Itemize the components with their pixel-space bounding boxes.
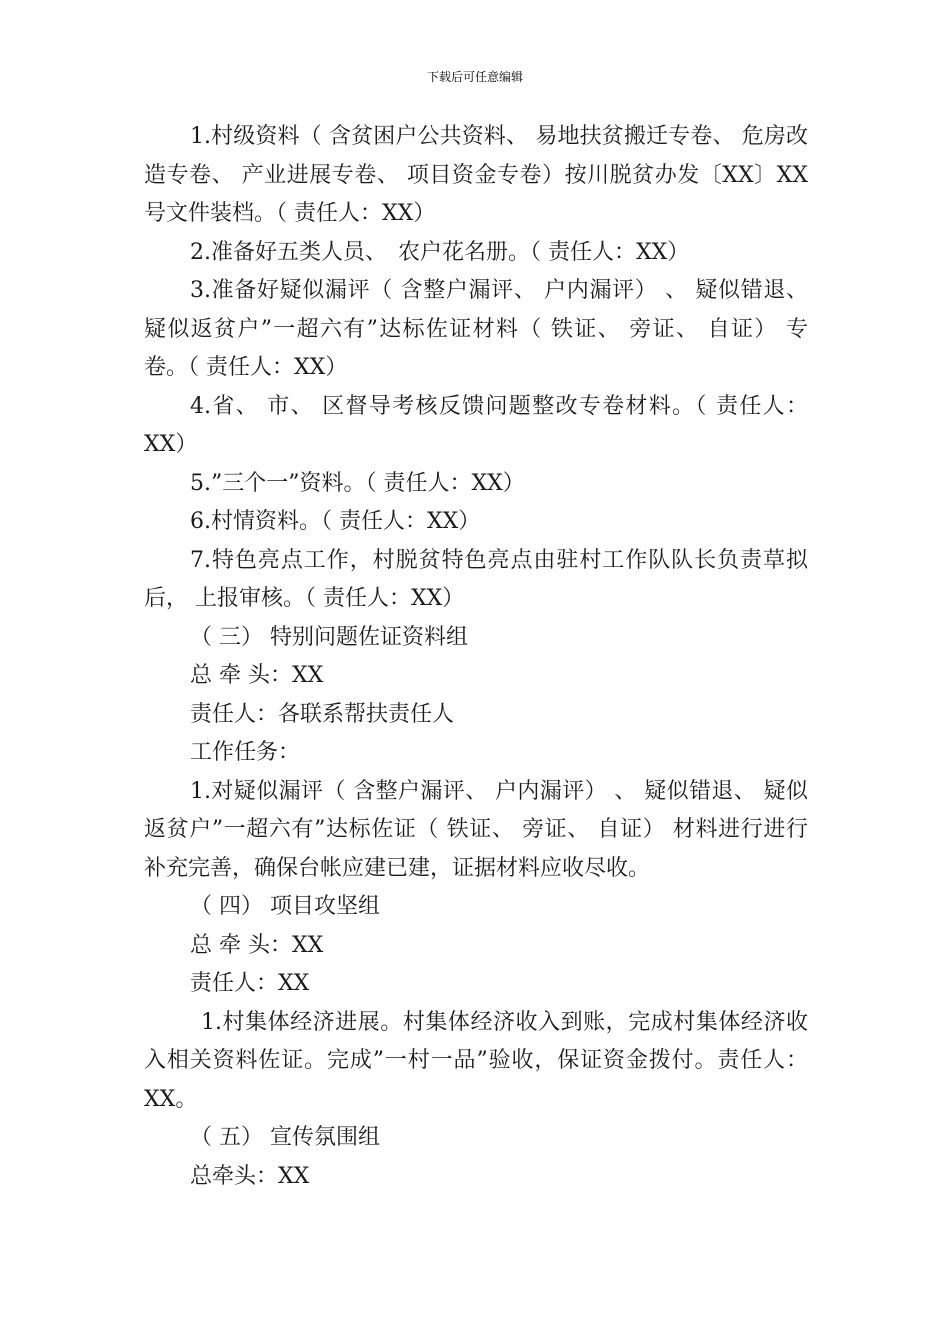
section-heading-4: （ 四） 项目攻坚组 <box>190 894 380 919</box>
paragraph-village-info: 6.村情资料。（ 责任人：XX） <box>190 509 481 534</box>
section-4-lead: 总 牵 头：XX <box>190 932 324 958</box>
section-heading-5: （ 五） 宣传氛围组 <box>190 1125 380 1150</box>
paragraph-three-ones: 5.”三个一”资料。（ 责任人：XX） <box>190 470 525 496</box>
paragraph-supervision-feedback: 4.省、 市、 区督导考核反馈问题整改专卷材料。（ 责任人：XX） <box>144 393 808 457</box>
section-5-lead: 总牵头：XX <box>190 1163 310 1189</box>
section-heading-3: （ 三） 特别问题佐证资料组 <box>190 624 468 650</box>
section-3-lead: 总 牵 头：XX <box>190 663 324 688</box>
paragraph-collective-economy: 1.村集体经济进展。村集体经济收入到账，完成村集体经济收入相关资料佐证。完成”一村一品”验收，保证资金拨付。责任人：XX。 <box>144 1009 808 1112</box>
paragraph-evidence-completion: 1.对疑似漏评（ 含整户漏评、 户内漏评） 、 疑似错退、 疑似返贫户”一超六有”达标佐证（ 铁证、 旁证、 自证） 材料进行进行补充完善，确保台帐应建已建，证据材料应收尽收。 <box>144 778 808 881</box>
section-3-tasks-label: 工作任务： <box>190 740 301 765</box>
document-body <box>144 118 808 1196</box>
section-3-responsible: 责任人：各联系帮扶责任人 <box>190 701 455 727</box>
paragraph-five-categories: 2.准备好五类人员、 农户花名册。（ 责任人：XX） <box>190 239 690 265</box>
page-header-note: 下载后可任意编辑 <box>426 70 523 84</box>
paragraph-suspected-omissions: 3.准备好疑似漏评（ 含整户漏评、 户内漏评） 、 疑似错退、疑似返贫户”一超六有”达标佐证材料（ 铁证、 旁证、 自证） 专卷。（ 责任人：XX） <box>144 278 808 380</box>
paragraph-highlights: 7.特色亮点工作，村脱贫特色亮点由驻村工作队队长负责草拟后， 上报审核。（ 责任人：XX） <box>144 547 808 611</box>
paragraph-village-materials: 1.村级资料（ 含贫困户公共资料、 易地扶贫搬迁专卷、 危房改造专卷、 产业进展专卷、 项目资金专卷）按川脱贫办发〔XX〕XX号文件装档。（ 责任人：XX） <box>144 124 808 226</box>
section-4-responsible: 责任人：XX <box>190 971 310 996</box>
